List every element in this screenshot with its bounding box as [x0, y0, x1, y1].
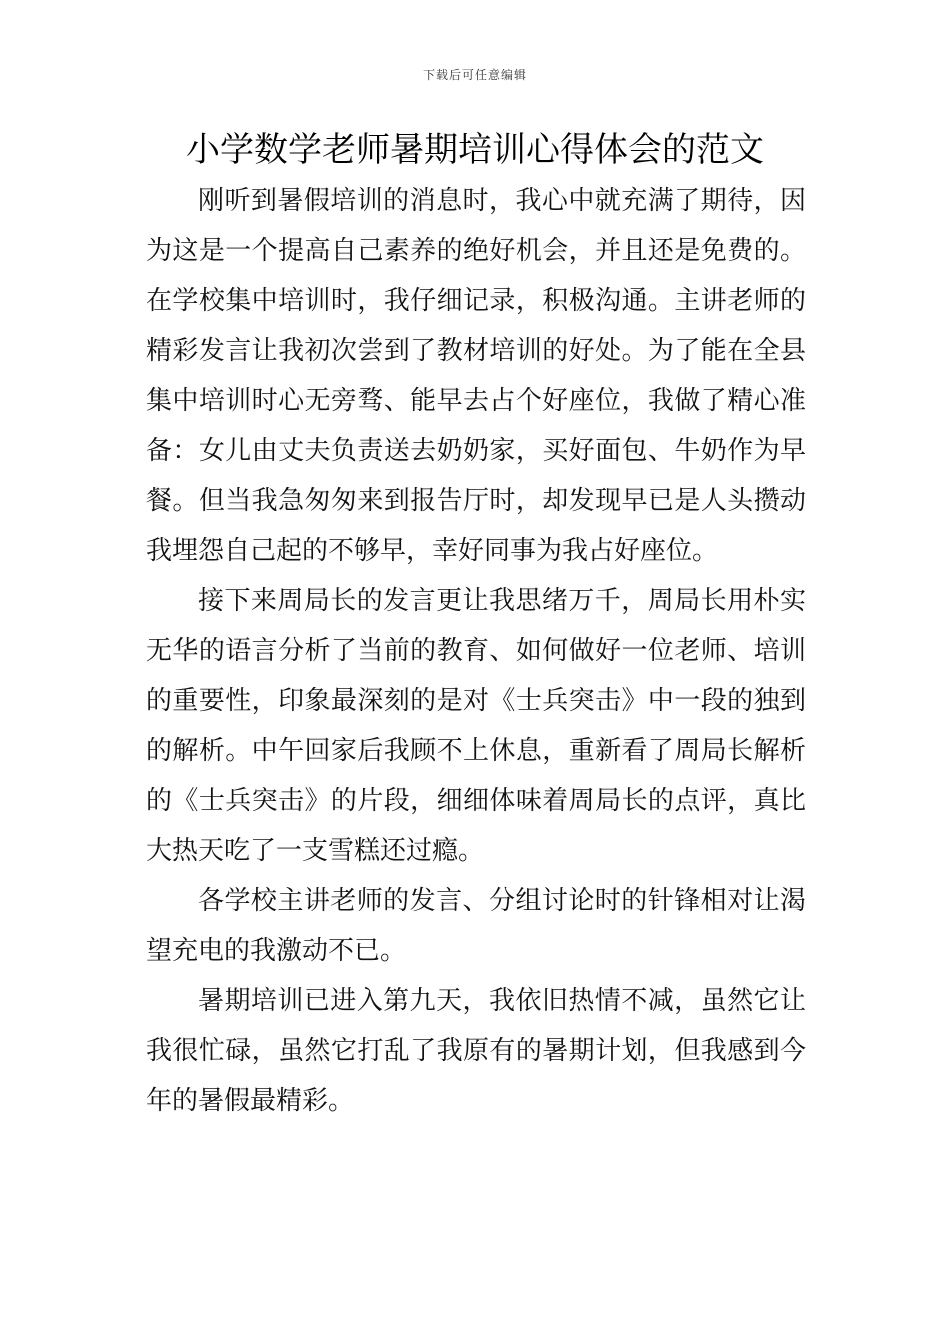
header-note: 下载后可任意编辑: [422, 68, 527, 82]
document-body: [146, 176, 806, 1126]
paragraph-3: 各学校主讲老师的发言、分组讨论时的针锋相对让渴望充电的我激动不已。: [146, 886, 806, 966]
paragraph-4: 暑期培训已进入第九天，我依旧热情不减，虽然它让我很忙碌，虽然它打乱了我原有的暑期计划，但我感到今年的暑假最精彩。: [146, 986, 806, 1116]
paragraph-2: 接下来周局长的发言更让我思绪万千，周局长用朴实无华的语言分析了当前的教育、如何做好一位老师、培训的重要性，印象最深刻的是对《士兵突击》中一段的独到的解析。中午回家后我顾不上休息，重新看了周局长解析的《士兵突击》的片段，细细体味着周局长的点评，真比大热天吃了一支雪糕还过瘾。: [146, 586, 806, 866]
paragraph-1: 刚听到暑假培训的消息时，我心中就充满了期待，因为这是一个提高自己素养的绝好机会，并且还是免费的。在学校集中培训时，我仔细记录，积极沟通。主讲老师的精彩发言让我初次尝到了教材培训的好处。为了能在全县集中培训时心无旁骛、能早去占个好座位，我做了精心准备：女儿由丈夫负责送去奶奶家，买好面包、牛奶作为早餐。但当我急匆匆来到报告厅时，却发现早已是人头攒动我埋怨自己起的不够早，幸好同事为我占好座位。: [146, 186, 806, 566]
document-title: 小学数学老师暑期培训心得体会的范文: [186, 130, 764, 170]
